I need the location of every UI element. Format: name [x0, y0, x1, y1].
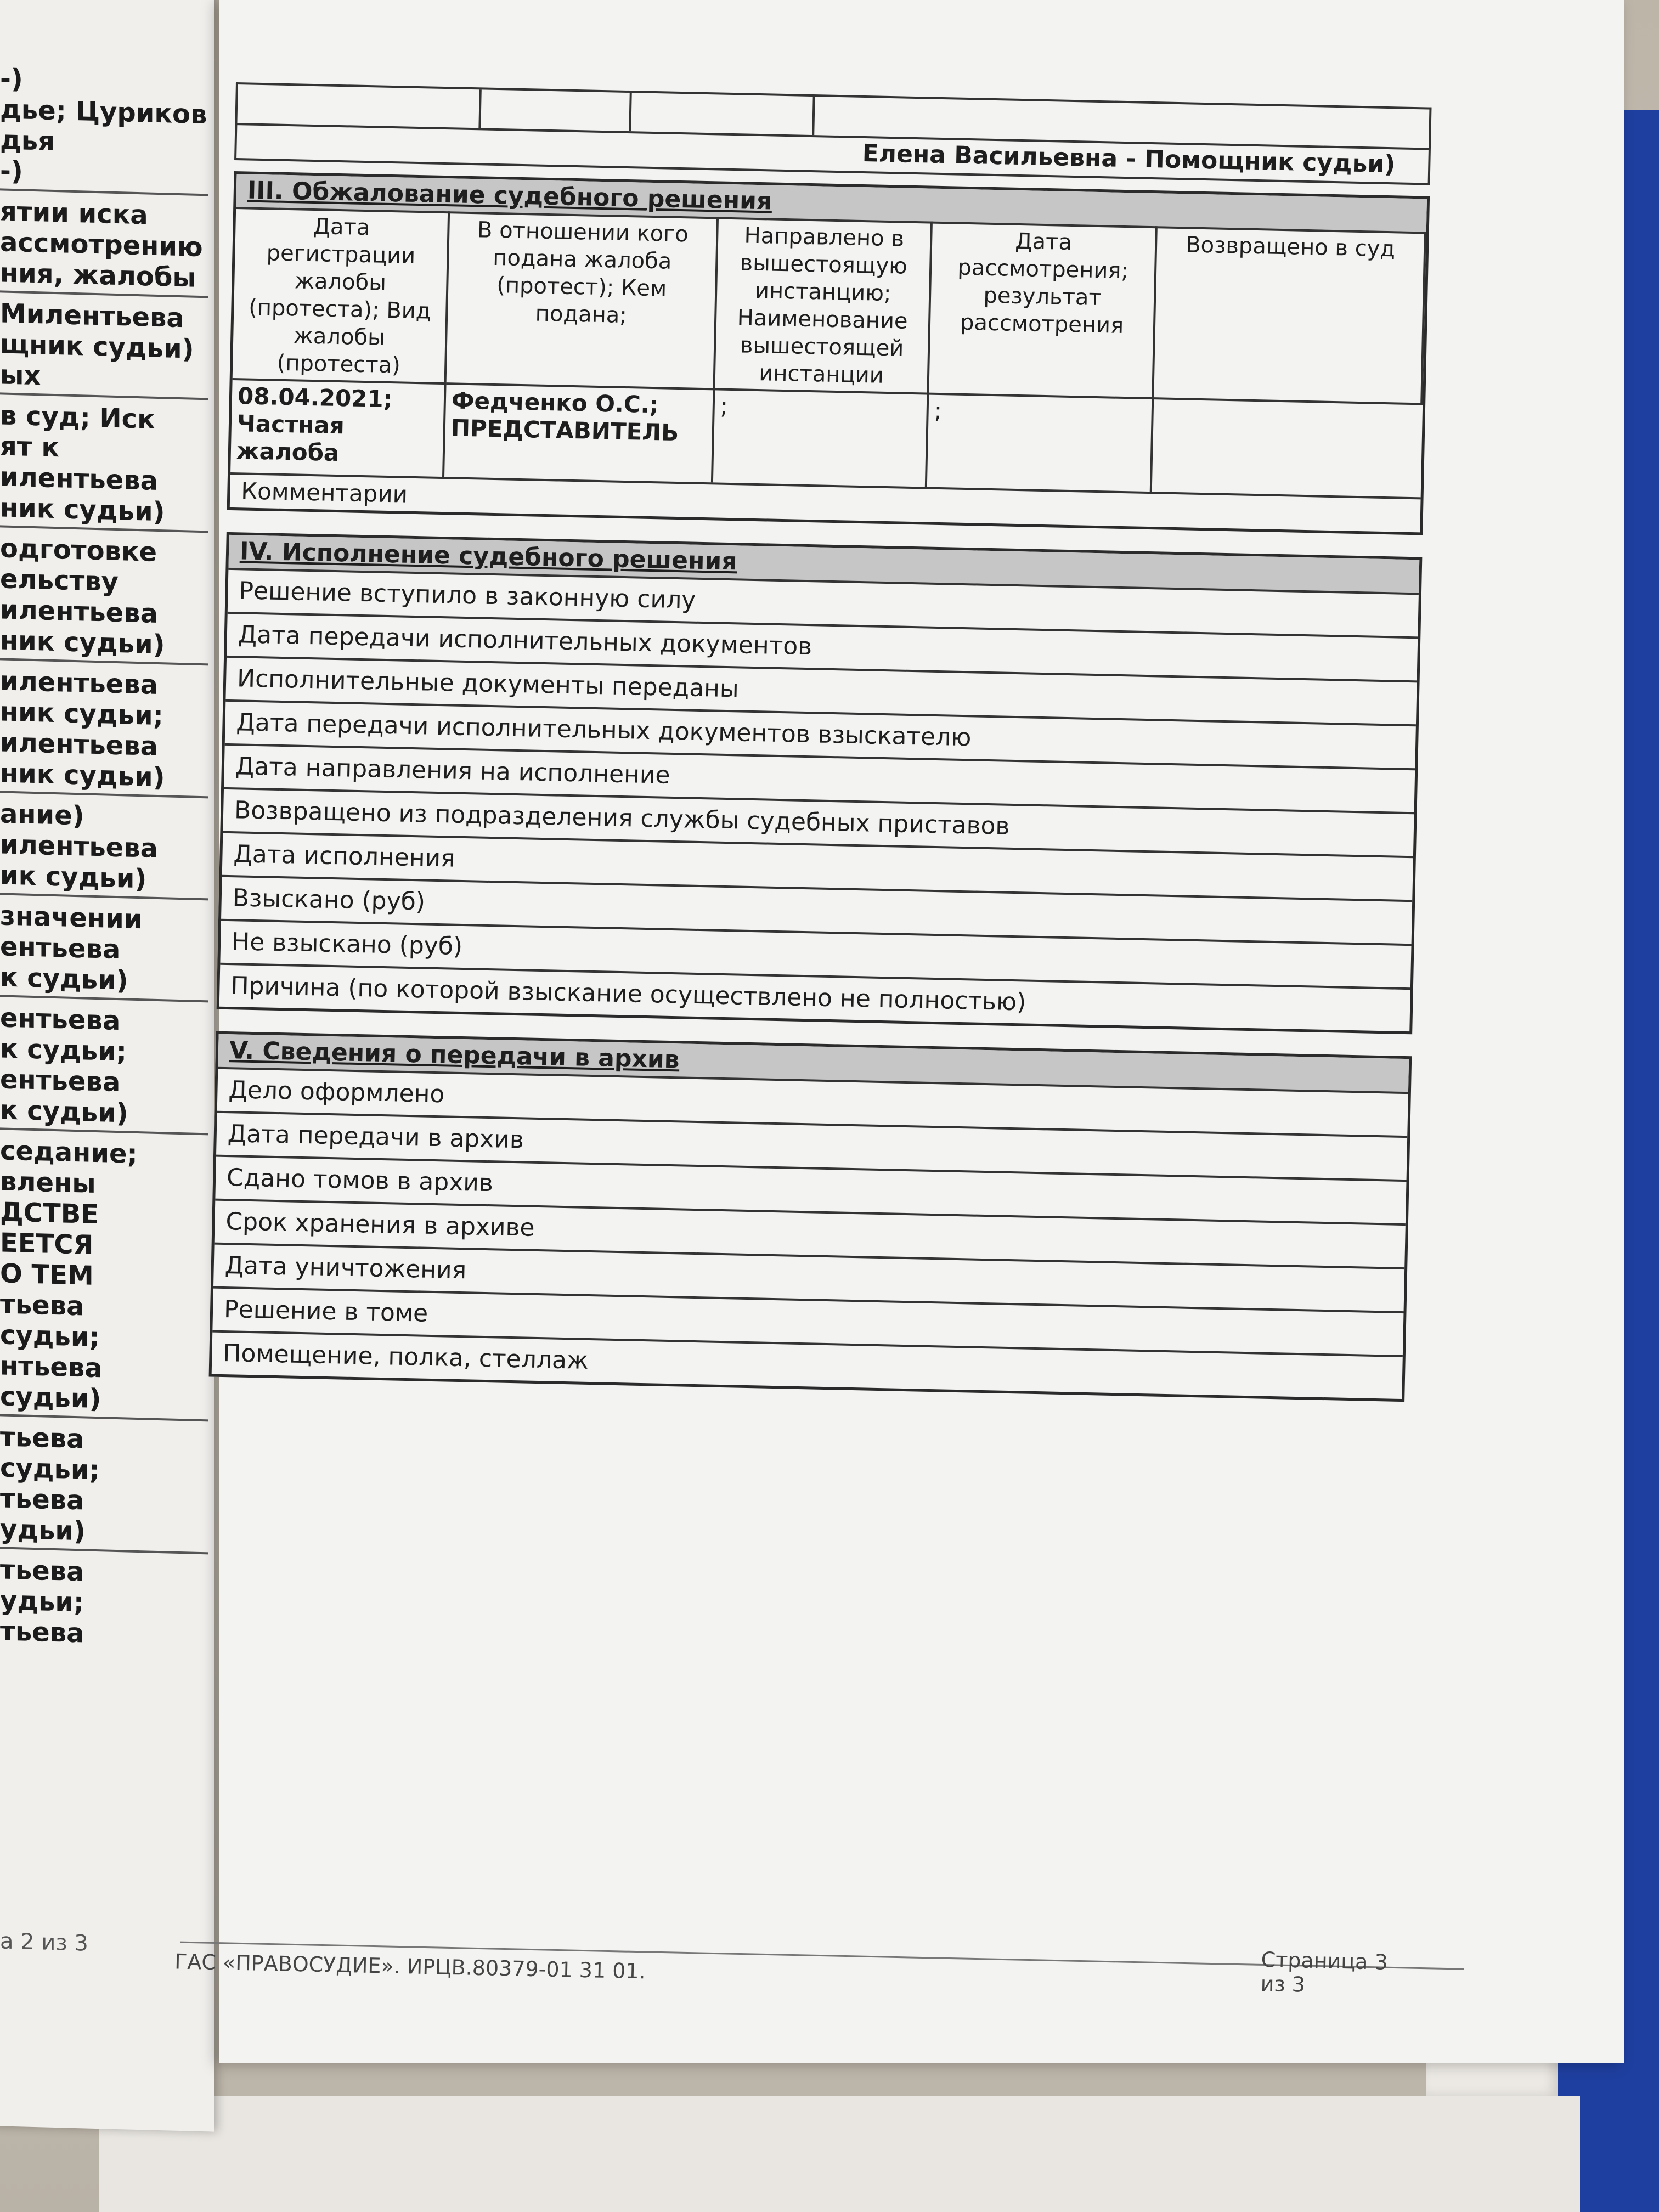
- left-page-line: ник судьи): [0, 758, 208, 798]
- appeal-col-header: Дата регистрации жалобы (протеста); Вид жалобы (протеста): [233, 207, 450, 382]
- execution-row: Дата передачи исполнительных документов: [227, 612, 1418, 680]
- header-cell: [481, 89, 631, 131]
- left-page-line: ельству: [0, 563, 119, 598]
- appeal-col-header: Направлено в вышестоящую инстанцию; Наименование вышестоящей инстанции: [715, 217, 933, 392]
- execution-row: Дата передачи исполнительных документов взыскателю: [225, 699, 1416, 768]
- archive-rows: [212, 1067, 1408, 1399]
- archive-section: [209, 1031, 1412, 1402]
- left-page-line: ентьева: [0, 1002, 121, 1037]
- left-page-line: -): [0, 63, 23, 95]
- left-page-line: -): [0, 155, 208, 196]
- left-page-line: ДСТВЕ: [0, 1197, 99, 1231]
- left-page-line: илентьева: [0, 727, 158, 762]
- left-page-line: щник судьи): [0, 329, 194, 365]
- left-page-line: ЕЕТСЯ: [0, 1227, 94, 1261]
- archive-row: Решение в томе: [212, 1286, 1403, 1355]
- left-page-line: судьи): [0, 1381, 208, 1421]
- appeal-cell: ;: [713, 388, 929, 487]
- left-page-line: судьи;: [0, 1319, 100, 1353]
- left-page-line: одготовке: [0, 533, 157, 568]
- left-page-line: к судьи): [0, 1094, 208, 1135]
- left-page-line: в суд; Иск: [0, 400, 155, 435]
- left-page-line: ят к: [0, 431, 59, 464]
- left-page-line: тьева: [0, 1554, 84, 1588]
- left-page-line: ник судьи): [0, 625, 208, 665]
- execution-section-title: IV. Исполнение судебного решения: [228, 535, 1419, 592]
- left-page-line: ентьева: [0, 931, 121, 966]
- left-page-line: тьева: [0, 1483, 84, 1516]
- archive-row: Срок хранения в архиве: [215, 1199, 1406, 1267]
- left-page-line: илентьева: [0, 665, 158, 701]
- appeal-cell: ;: [927, 393, 1154, 492]
- left-page-line: илентьева: [0, 829, 158, 864]
- archive-row: Дата уничтожения: [213, 1243, 1404, 1311]
- execution-row: Исполнительные документы переданы: [225, 656, 1417, 724]
- left-page: [0, 0, 214, 2132]
- header-cell: [631, 93, 815, 135]
- execution-row: Взыскано (руб): [221, 875, 1412, 944]
- left-page-text: [0, 63, 208, 1652]
- left-page-line: тьева: [0, 1421, 84, 1455]
- left-page-line: к судьи): [0, 962, 208, 1002]
- left-page-line: нтьева: [0, 1350, 103, 1384]
- paper-bottom: [99, 2096, 1580, 2212]
- execution-row: Дата исполнения: [222, 831, 1413, 900]
- appeal-col-header: В отношении кого подана жалоба (протест); Кем подана;: [447, 211, 719, 388]
- archive-row: Помещение, полка, стеллаж: [212, 1330, 1403, 1399]
- execution-section: [217, 532, 1423, 1034]
- appeal-cell: Федченко О.С.; ПРЕДСТАВИТЕЛЬ: [444, 382, 715, 482]
- header-cell: [237, 84, 481, 128]
- execution-row: Решение вступило в законную силу: [228, 568, 1419, 636]
- archive-row: Дело оформлено: [217, 1067, 1408, 1136]
- left-page-line: Милентьева: [0, 298, 184, 334]
- left-page-line: О ТЕМ: [0, 1258, 94, 1291]
- left-page-footer: а 2 из 3: [0, 1928, 88, 1956]
- appeal-section: [227, 171, 1430, 535]
- left-page-line: удьи;: [0, 1585, 84, 1618]
- left-page-line: илентьева: [0, 461, 158, 496]
- left-page-line: к судьи;: [0, 1033, 127, 1068]
- execution-rows: [219, 568, 1419, 1031]
- left-page-line: судьи;: [0, 1452, 100, 1486]
- main-page: [174, 0, 1624, 2063]
- appeal-col-header: Дата рассмотрения; результат рассмотрения: [929, 222, 1157, 398]
- appeal-cell: 08.04.2021; Частная жалоба: [230, 378, 447, 477]
- left-page-line: дье; Цуриков: [0, 94, 207, 131]
- left-page-line: удьи): [0, 1514, 208, 1554]
- appeal-col-header: Возвращено в суд: [1154, 226, 1426, 403]
- left-page-line: тьева: [0, 1289, 84, 1322]
- left-page-line: влены: [0, 1166, 96, 1199]
- appeal-cell: [1152, 397, 1423, 497]
- left-page-line: ятии иска: [0, 196, 148, 231]
- left-page-line: ание): [0, 798, 84, 832]
- appeal-table: [230, 207, 1426, 497]
- left-page-line: ник судьи): [0, 492, 208, 533]
- appeal-section-title: III. Обжалование судебного решения: [236, 174, 1427, 232]
- footer-system: ГАС «ПРАВОСУДИЕ». ИРЦВ.80379-01 31 01.: [174, 1949, 646, 1984]
- left-page-line: ентьева: [0, 1064, 121, 1098]
- execution-row: Дата направления на исполнение: [224, 743, 1415, 812]
- left-page-line: ник судьи;: [0, 696, 163, 732]
- left-page-line: ассмотрению: [0, 227, 203, 263]
- execution-row: Причина (по которой взыскание осуществлено не полностью): [219, 963, 1410, 1031]
- left-page-line: ния, жалобы: [0, 257, 208, 298]
- page-content: [174, 82, 1432, 1997]
- left-page-line: тьева: [0, 1616, 84, 1649]
- execution-row: Возвращено из подразделения службы судебных приставов: [223, 787, 1414, 856]
- left-page-line: ых: [0, 359, 208, 400]
- archive-row: Сдано томов в архив: [215, 1155, 1406, 1223]
- archive-section-title: V. Сведения о передачи в архив: [218, 1034, 1409, 1092]
- footer-page-number: Страница 3 из 3: [1260, 1947, 1389, 1997]
- header-line: Елена Васильевна - Помощник судьи): [234, 123, 1431, 185]
- left-page-line: значении: [0, 900, 143, 935]
- left-page-line: ик судьи): [0, 860, 208, 900]
- execution-row: Не взыскано (руб): [220, 919, 1411, 988]
- archive-row: Дата передачи в архив: [216, 1111, 1407, 1180]
- left-page-line: седание;: [0, 1135, 138, 1170]
- left-page-line: илентьева: [0, 594, 158, 629]
- left-page-line: дья: [0, 125, 55, 157]
- comment-label: Комментарии: [230, 472, 1421, 532]
